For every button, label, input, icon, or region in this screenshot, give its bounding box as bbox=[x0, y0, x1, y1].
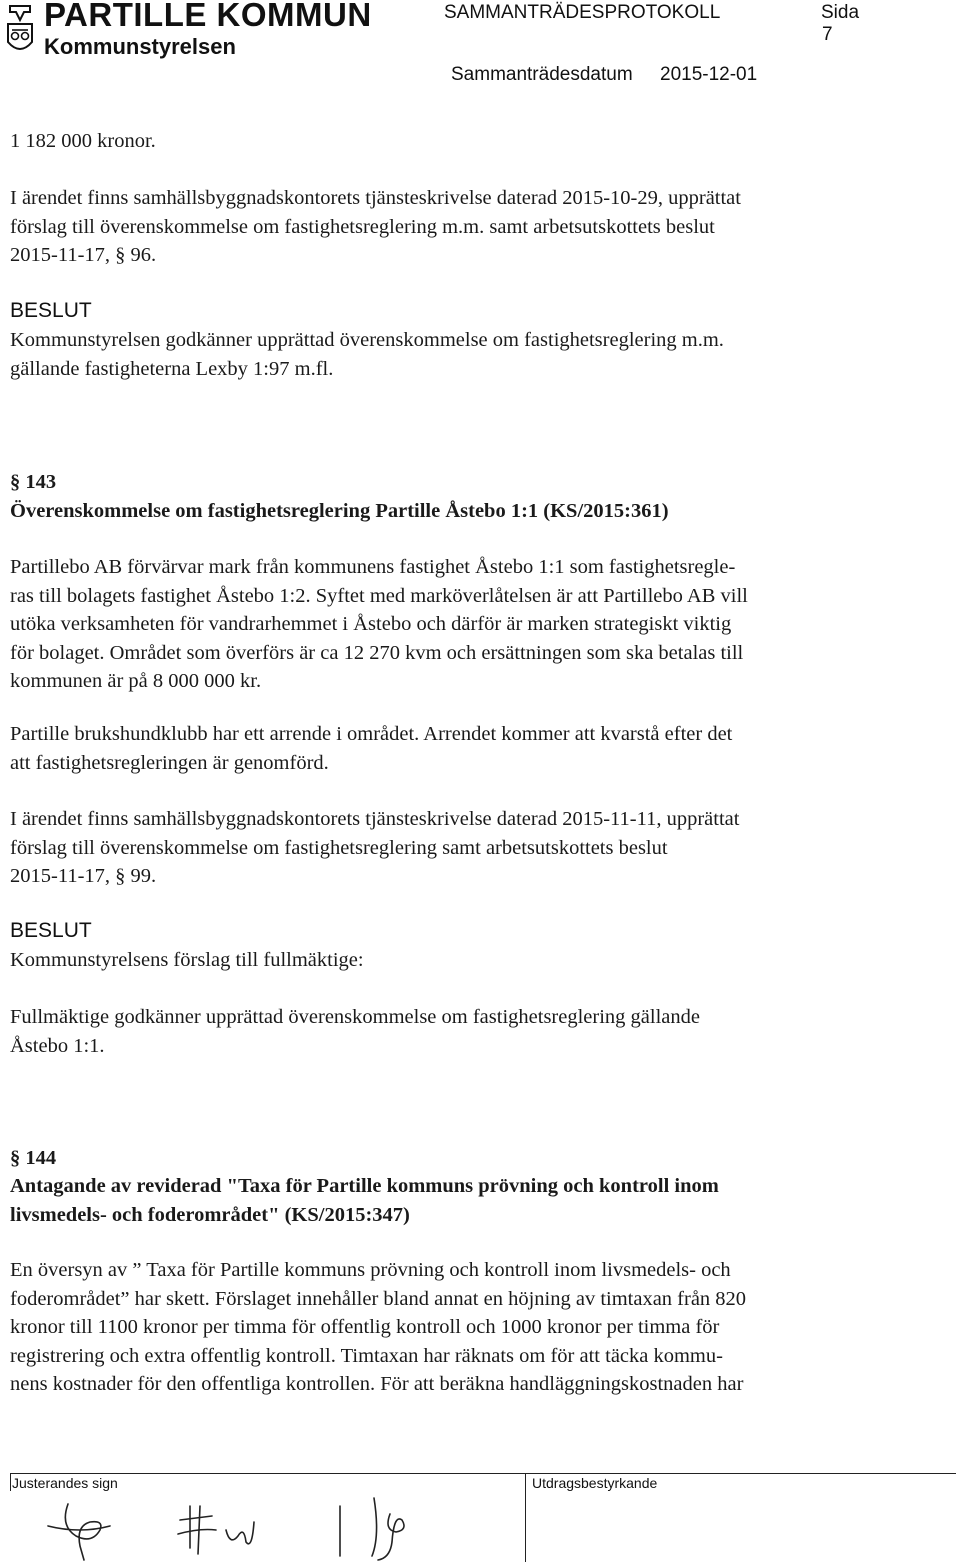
section-title: Överenskommelse om fastighetsreglering Partille Åstebo 1:1 (KS/2015:361) bbox=[10, 500, 669, 522]
section-paragraph bbox=[10, 805, 739, 891]
text-line: I ärendet finns samhällsbyggnadskontorets tjänsteskrivelse daterad 2015-10-29, upprättat bbox=[10, 187, 741, 209]
text-line: Antagande av reviderad "Taxa för Partille kommuns prövning och kontroll inom bbox=[10, 1175, 719, 1197]
text-line: livsmedels- och foderområdet" (KS/2015:347) bbox=[10, 1203, 410, 1226]
text-line: nens kostnader för den offentliga kontrollen. För att beräkna handläggningskostnaden har bbox=[10, 1373, 744, 1395]
meeting-date-label: Sammanträdesdatum bbox=[451, 64, 633, 85]
section-paragraph bbox=[10, 1256, 746, 1399]
document-type: SAMMANTRÄDESPROTOKOLL bbox=[444, 2, 721, 23]
beslut-heading: BESLUT bbox=[10, 919, 92, 942]
footer-tick bbox=[10, 1473, 11, 1491]
coat-of-arms-logo bbox=[4, 2, 36, 58]
section-paragraph bbox=[10, 720, 732, 777]
section-paragraph bbox=[10, 553, 748, 696]
paragraph-amount: 1 182 000 kronor. bbox=[10, 130, 156, 152]
text-line: att fastighetsregleringen är genomförd. bbox=[10, 751, 329, 774]
text-line: förslag till överenskommelse om fastighetsreglering samt arbetsutskottets beslut bbox=[10, 836, 668, 859]
beslut-heading: BESLUT bbox=[10, 299, 92, 322]
org-subtitle: Kommunstyrelsen bbox=[44, 34, 236, 59]
text-line: I ärendet finns samhällsbyggnadskontorets tjänsteskrivelse daterad 2015-11-11, upprättat bbox=[10, 808, 740, 830]
text-line: kommunen är på 8 000 000 kr. bbox=[10, 670, 262, 692]
text-line: ras till bolagets fastighet Åstebo 1:2. Syftet med marköverlåtelsen är att Partillebo AB vill bbox=[10, 584, 748, 607]
text-line: Fullmäktige godkänner upprättad överenskommelse om fastighetsreglering gällande bbox=[10, 1006, 700, 1028]
text-line: kronor till 1100 kronor per timma för offentlig kontroll och 1000 kronor per timma för bbox=[10, 1316, 720, 1338]
footer-certification-label: Utdragsbestyrkande bbox=[532, 1475, 658, 1491]
org-name: PARTILLE KOMMUN bbox=[44, 0, 372, 33]
text-line: foderområdet” har skett. Förslaget innehåller bland annat en höjning av timtaxan från 820 bbox=[10, 1287, 747, 1310]
text-line: gällande fastigheterna Lexby 1:97 m.fl. bbox=[10, 357, 334, 380]
text-line: Partillebo AB förvärvar mark från kommunens fastighet Åstebo 1:1 som fastighetsregle- bbox=[10, 556, 736, 578]
paragraph-background bbox=[10, 184, 741, 270]
page-label: Sida bbox=[821, 2, 860, 23]
text-line: En översyn av ” Taxa för Partille kommuns prövning och kontroll inom livsmedels- och bbox=[10, 1259, 731, 1281]
text-line: registrering och extra offentlig kontroll. Timtaxan har räknats om för att täcka kommu- bbox=[10, 1344, 723, 1367]
section-number: § 143 bbox=[10, 471, 57, 493]
text-line: 2015-11-17, § 96. bbox=[10, 244, 157, 266]
handwritten-initials-signature bbox=[40, 1486, 480, 1562]
text-line: utöka verksamheten för vandrarhemmet i Åstebo och därför är marken strategiskt viktig bbox=[10, 613, 732, 635]
page-number: 7 bbox=[822, 24, 833, 45]
footer-divider bbox=[10, 1473, 956, 1474]
section-title bbox=[10, 1172, 719, 1229]
text-line: Partille brukshundklubb har ett arrende i området. Arrendet kommer att kvarstå efter det bbox=[10, 723, 733, 745]
text-line: förslag till överenskommelse om fastighetsreglering m.m. samt arbetsutskottets beslut bbox=[10, 215, 715, 238]
footer-initials-label: Justerandes sign bbox=[12, 1475, 118, 1491]
text-line: Kommunstyrelsen godkänner upprättad överenskommelse om fastighetsreglering m.m. bbox=[10, 329, 724, 351]
beslut-text bbox=[10, 1003, 700, 1060]
text-line: för bolaget. Området som överförs är ca 12 270 kvm och ersättningen som ska betalas till bbox=[10, 641, 744, 664]
beslut-intro: Kommunstyrelsens förslag till fullmäktige: bbox=[10, 949, 364, 971]
text-line: Åstebo 1:1. bbox=[10, 1034, 105, 1057]
section-number: § 144 bbox=[10, 1147, 57, 1169]
beslut-text bbox=[10, 326, 724, 383]
text-line: 2015-11-17, § 99. bbox=[10, 865, 157, 887]
meeting-date-value: 2015-12-01 bbox=[660, 64, 758, 85]
footer-divider-vertical bbox=[525, 1473, 526, 1562]
